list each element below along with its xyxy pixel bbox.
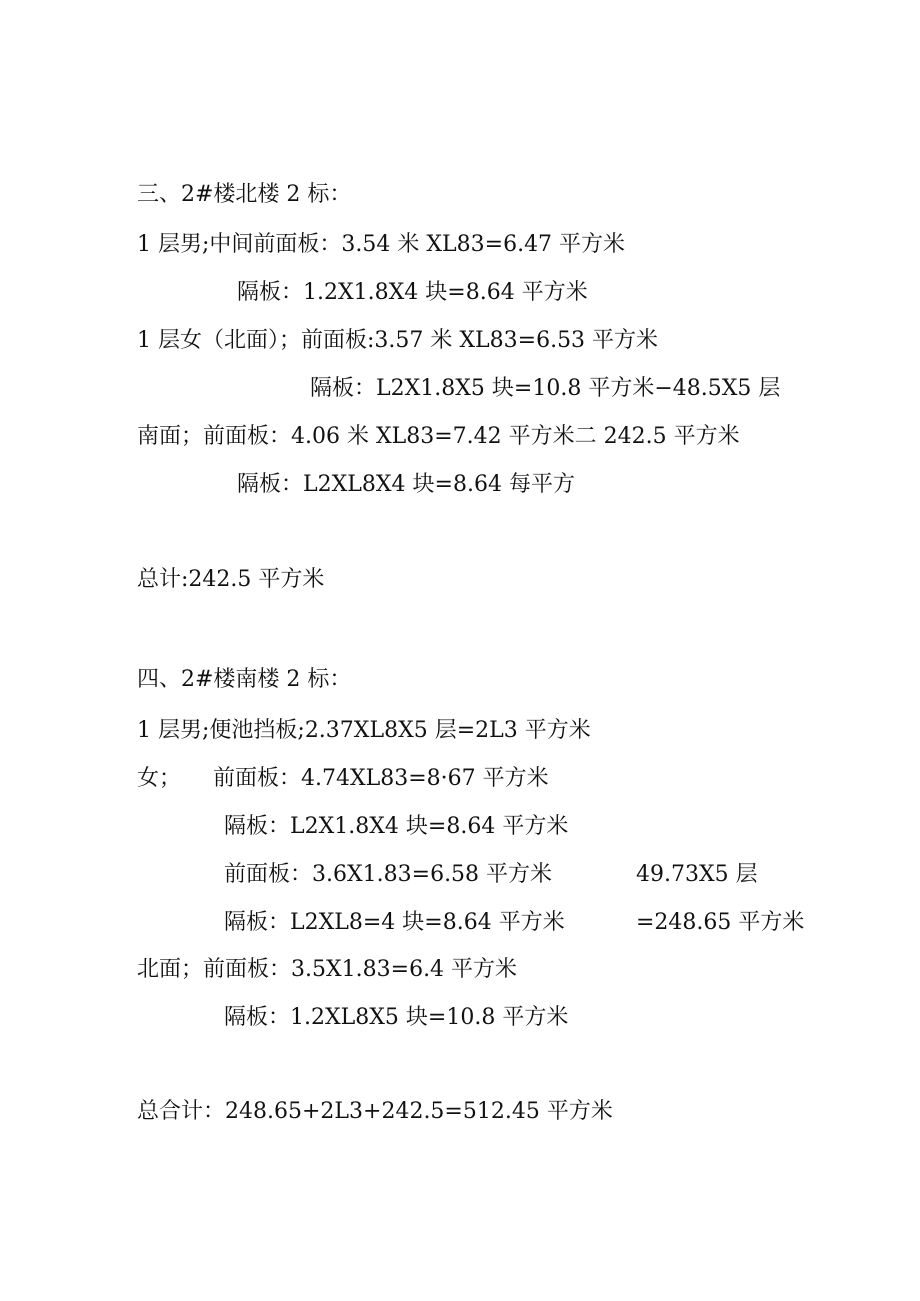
section-4-line-2-label: 女； [137,766,182,791]
section-4-heading: 四、2#楼南楼 2 标： [137,667,352,692]
section-4-line-3: 隔板：L2X1.8X4 块=8.64 平方米 [224,814,569,839]
section-4-line-2: 前面板：4.74XL83=8·67 平方米 [213,766,549,791]
section-3-line-6: 隔板：L2XL8X4 块=8.64 每平方 [237,472,575,497]
section-3-line-5: 南面；前面板：4.06 米 XL83=7.42 平方米二 242.5 平方米 [137,424,740,449]
section-3-total: 总计:242.5 平方米 [137,567,325,592]
section-4-line-5-note: =248.65 平方米 [636,910,805,935]
section-3-line-4: 隔板：L2X1.8X5 块=10.8 平方米−48.5X5 层 [310,376,781,401]
grand-total: 总合计：248.65+2L3+242.5=512.45 平方米 [137,1099,613,1124]
section-3-line-1: 1 层男;中间前面板：3.54 米 XL83=6.47 平方米 [137,232,626,257]
section-4-line-4: 前面板：3.6X1.83=6.58 平方米 [224,862,553,887]
section-4-line-4-note: 49.73X5 层 [636,862,758,887]
section-3-line-2: 隔板：1.2X1.8X4 块=8.64 平方米 [237,280,588,305]
section-3-heading: 三、2#楼北楼 2 标： [137,182,352,207]
section-4-line-6: 北面；前面板：3.5X1.83=6.4 平方米 [137,957,518,982]
section-4-line-7: 隔板：1.2XL8X5 块=10.8 平方米 [224,1005,569,1030]
section-4-line-1: 1 层男;便池挡板;2.37XL8X5 层=2L3 平方米 [137,718,591,743]
section-4-line-5: 隔板：L2XL8=4 块=8.64 平方米 [224,910,565,935]
section-3-line-3: 1 层女（北面）；前面板:3.57 米 XL83=6.53 平方米 [137,328,659,353]
